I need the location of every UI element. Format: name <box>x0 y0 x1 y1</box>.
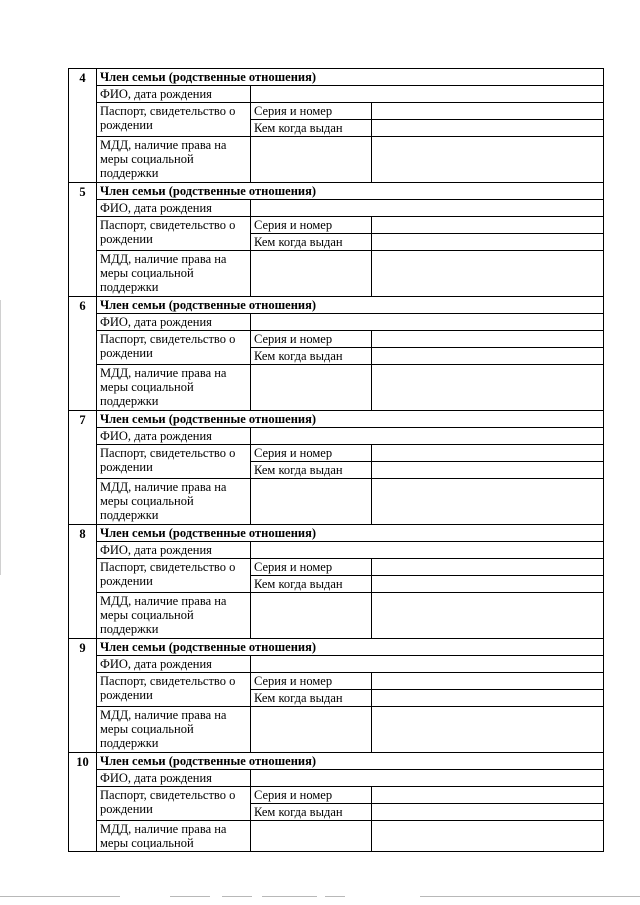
mdd-row <box>69 251 604 297</box>
issued-value-field[interactable] <box>372 576 604 593</box>
series-label: Серия и номер <box>251 331 372 348</box>
member-header-label: Член семьи (родственные отношения) <box>97 525 604 542</box>
issued-label: Кем когда выдан <box>251 234 372 251</box>
passport-label: Паспорт, свидетельство о рождении <box>97 445 251 479</box>
member-header-row <box>69 525 604 542</box>
issued-label: Кем когда выдан <box>251 120 372 137</box>
fio-value-field[interactable] <box>251 770 604 787</box>
series-label: Серия и номер <box>251 787 372 804</box>
mdd-value-field-1[interactable] <box>251 707 372 753</box>
fio-value-field[interactable] <box>251 656 604 673</box>
family-members-table <box>68 68 604 852</box>
issued-value-field[interactable] <box>372 804 604 821</box>
series-label: Серия и номер <box>251 445 372 462</box>
mdd-label: МДД, наличие права на меры социальной поддержки <box>97 251 251 297</box>
member-number: 10 <box>69 753 97 852</box>
mdd-label: МДД, наличие права на меры социальной поддержки <box>97 479 251 525</box>
scan-edge-mark <box>0 300 1 575</box>
series-value-field[interactable] <box>372 331 604 348</box>
mdd-value-field-1[interactable] <box>251 593 372 639</box>
member-number: 6 <box>69 297 97 411</box>
mdd-label: МДД, наличие права на меры социальной поддержки <box>97 365 251 411</box>
fio-row <box>69 200 604 217</box>
member-number: 9 <box>69 639 97 753</box>
passport-label: Паспорт, свидетельство о рождении <box>97 673 251 707</box>
issued-label: Кем когда выдан <box>251 576 372 593</box>
mdd-row <box>69 707 604 753</box>
fio-value-field[interactable] <box>251 86 604 103</box>
passport-label: Паспорт, свидетельство о рождении <box>97 787 251 821</box>
member-number: 8 <box>69 525 97 639</box>
fio-label: ФИО, дата рождения <box>97 542 251 559</box>
mdd-value-field-2[interactable] <box>372 821 604 852</box>
fio-value-field[interactable] <box>251 542 604 559</box>
mdd-value-field-2[interactable] <box>372 707 604 753</box>
series-label: Серия и номер <box>251 103 372 120</box>
fio-label: ФИО, дата рождения <box>97 428 251 445</box>
mdd-row <box>69 365 604 411</box>
fio-row <box>69 770 604 787</box>
passport-series-row <box>69 331 604 348</box>
issued-value-field[interactable] <box>372 462 604 479</box>
mdd-row <box>69 479 604 525</box>
mdd-label: МДД, наличие права на меры социальной поддержки <box>97 137 251 183</box>
scan-footer-artifacts <box>0 896 640 900</box>
fio-value-field[interactable] <box>251 314 604 331</box>
fio-row <box>69 86 604 103</box>
mdd-value-field-1[interactable] <box>251 137 372 183</box>
series-label: Серия и номер <box>251 673 372 690</box>
mdd-label: МДД, наличие права на меры социальной поддержки <box>97 707 251 753</box>
series-value-field[interactable] <box>372 673 604 690</box>
passport-label: Паспорт, свидетельство о рождении <box>97 331 251 365</box>
mdd-value-field-2[interactable] <box>372 137 604 183</box>
issued-label: Кем когда выдан <box>251 348 372 365</box>
fio-value-field[interactable] <box>251 428 604 445</box>
issued-value-field[interactable] <box>372 234 604 251</box>
member-number: 7 <box>69 411 97 525</box>
mdd-value-field-1[interactable] <box>251 251 372 297</box>
mdd-value-field-1[interactable] <box>251 365 372 411</box>
member-number: 5 <box>69 183 97 297</box>
mdd-row <box>69 137 604 183</box>
fio-row <box>69 656 604 673</box>
mdd-value-field-2[interactable] <box>372 479 604 525</box>
passport-label: Паспорт, свидетельство о рождении <box>97 103 251 137</box>
series-label: Серия и номер <box>251 559 372 576</box>
mdd-value-field-2[interactable] <box>372 365 604 411</box>
mdd-label: МДД, наличие права на меры социальной поддержки <box>97 593 251 639</box>
mdd-value-field-2[interactable] <box>372 251 604 297</box>
passport-label: Паспорт, свидетельство о рождении <box>97 559 251 593</box>
member-header-label: Член семьи (родственные отношения) <box>97 411 604 428</box>
mdd-row <box>69 821 604 852</box>
mdd-value-field-1[interactable] <box>251 821 372 852</box>
member-header-row <box>69 69 604 86</box>
issued-label: Кем когда выдан <box>251 690 372 707</box>
passport-series-row <box>69 217 604 234</box>
fio-row <box>69 314 604 331</box>
passport-series-row <box>69 673 604 690</box>
passport-series-row <box>69 103 604 120</box>
series-value-field[interactable] <box>372 217 604 234</box>
issued-value-field[interactable] <box>372 120 604 137</box>
passport-series-row <box>69 787 604 804</box>
member-header-row <box>69 183 604 200</box>
mdd-label: МДД, наличие права на меры социальной <box>97 821 251 852</box>
fio-label: ФИО, дата рождения <box>97 314 251 331</box>
series-value-field[interactable] <box>372 787 604 804</box>
issued-value-field[interactable] <box>372 348 604 365</box>
series-value-field[interactable] <box>372 559 604 576</box>
fio-value-field[interactable] <box>251 200 604 217</box>
series-value-field[interactable] <box>372 445 604 462</box>
issued-label: Кем когда выдан <box>251 804 372 821</box>
mdd-value-field-1[interactable] <box>251 479 372 525</box>
member-header-row <box>69 639 604 656</box>
fio-label: ФИО, дата рождения <box>97 656 251 673</box>
member-header-row <box>69 297 604 314</box>
series-value-field[interactable] <box>372 103 604 120</box>
mdd-row <box>69 593 604 639</box>
fio-label: ФИО, дата рождения <box>97 200 251 217</box>
passport-series-row <box>69 445 604 462</box>
fio-row <box>69 542 604 559</box>
member-header-label: Член семьи (родственные отношения) <box>97 69 604 86</box>
issued-label: Кем когда выдан <box>251 462 372 479</box>
passport-label: Паспорт, свидетельство о рождении <box>97 217 251 251</box>
member-header-label: Член семьи (родственные отношения) <box>97 639 604 656</box>
fio-row <box>69 428 604 445</box>
member-header-row <box>69 753 604 770</box>
member-header-row <box>69 411 604 428</box>
fio-label: ФИО, дата рождения <box>97 86 251 103</box>
series-label: Серия и номер <box>251 217 372 234</box>
mdd-value-field-2[interactable] <box>372 593 604 639</box>
member-header-label: Член семьи (родственные отношения) <box>97 297 604 314</box>
member-header-label: Член семьи (родственные отношения) <box>97 183 604 200</box>
passport-series-row <box>69 559 604 576</box>
member-number: 4 <box>69 69 97 183</box>
member-header-label: Член семьи (родственные отношения) <box>97 753 604 770</box>
fio-label: ФИО, дата рождения <box>97 770 251 787</box>
issued-value-field[interactable] <box>372 690 604 707</box>
